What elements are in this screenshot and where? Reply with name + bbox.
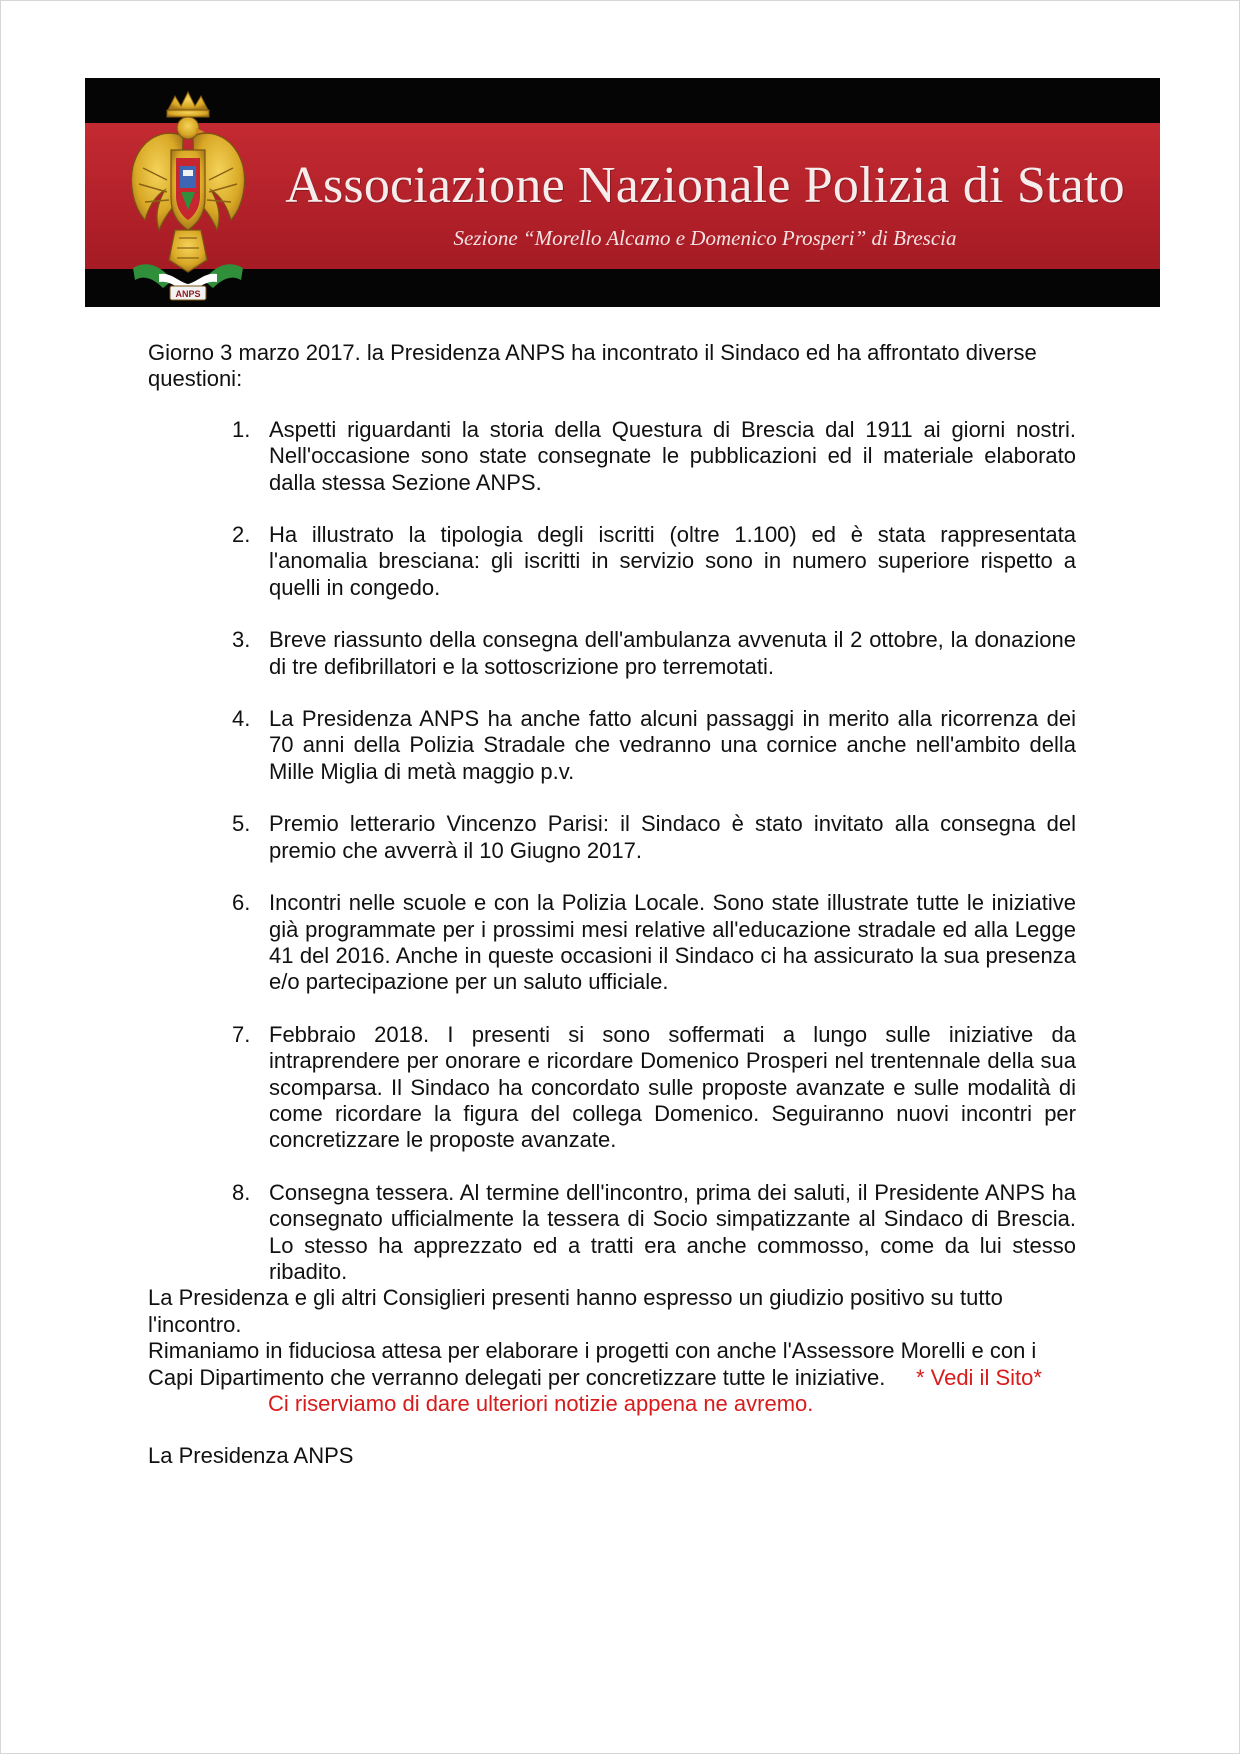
closing-paragraph-waiting (148, 1338, 1076, 1391)
list-item-number: 8. (232, 1179, 251, 1205)
see-website-link[interactable]: * Vedi il Sito* (915, 1364, 1042, 1390)
notice-line (148, 1391, 1076, 1417)
list-item-text: La Presidenza ANPS ha anche fatto alcuni passaggi in merito alla ricorrenza dei 70 anni della Polizia Stradale che vedranno una cornice anche nell'ambito della Mille Miglia di metà maggio p.v. (269, 706, 1076, 784)
document-body (148, 340, 1076, 1470)
banner-subtitle: Sezione “Morello Alcamo e Domenico Prosperi” di Brescia (453, 226, 957, 250)
list-item-text: Aspetti riguardanti la storia della Questura di Brescia dal 1911 ai giorni nostri. Nell'occasione sono state consegnate le pubblicazioni ed il materiale elaborato dalla stessa Sezione ANPS. (269, 416, 1076, 495)
list-item-text: Breve riassunto della consegna dell'ambulanza avvenuta il 2 ottobre, la donazione di tre defibrillatori e la sottoscrizione pro terremotati. (269, 627, 1076, 679)
closing-section (148, 1285, 1076, 1469)
list-item (148, 522, 1076, 601)
header-banner (85, 78, 1160, 307)
intro-paragraph: Giorno 3 marzo 2017. la Presidenza ANPS ha incontrato il Sindaco ed ha affrontato diverse questioni: (148, 340, 1037, 392)
list-item-text: Consegna tessera. Al termine dell'incontro, prima dei saluti, il Presidente ANPS ha consegnato ufficialmente la tessera di Socio simpatizzante al Sindaco di Brescia. Lo stesso ha apprezzato ed a tratti era anche commosso, come da lui stesso ribadito. (269, 1179, 1076, 1284)
list-item-text: Ha illustrato la tipologia degli iscritti (oltre 1.100) ed è stata rappresentata l'anomalia bresciana: gli iscritti in servizio sono in numero superiore rispetto a quelli in congedo. (269, 522, 1076, 600)
list-item (148, 1022, 1076, 1154)
list-item-text: Febbraio 2018. I presenti si sono soffermati a lungo sulle iniziative da intraprendere per onorare e ricordare Domenico Prosperi nel trentennale della sua scomparsa. Il Sindaco ha concordato sulle proposte avanzate e sulle modalità di come ricordare la figura del collega Domenico. Seguiranno nuovi incontri per concretizzare le proposte avanzate. (269, 1021, 1076, 1153)
list-item (148, 627, 1076, 680)
list-item-number: 3. (232, 627, 251, 653)
anps-eagle-emblem-icon (123, 88, 253, 303)
list-item (148, 1180, 1076, 1286)
list-item-text: Incontri nelle scuole e con la Polizia Locale. Sono state illustrate tutte le iniziative già programmate per i prossimi mesi relative all'educazione stradale ed alla Legge 41 del 2016. Anche in queste occasioni il Sindaco ci ha assicurato la sua presenza e/o partecipazione per un saluto ufficiale. (269, 890, 1076, 995)
list-item (148, 890, 1076, 996)
list-item (148, 706, 1076, 785)
closing-paragraph-waiting-text: Rimaniamo in fiduciosa attesa per elaborare i progetti con anche l'Assessore Morelli e con i Capi Dipartimento che verranno delegati per concretizzare tutte le iniziative. (148, 1338, 1037, 1390)
list-item-number: 5. (232, 811, 251, 837)
emblem-anps-text: ANPS (175, 289, 201, 299)
list-item-number: 1. (232, 416, 251, 442)
list-item-number: 7. (232, 1021, 251, 1047)
list-item-number: 2. (232, 522, 251, 548)
banner-title: Associazione Nazionale Polizia di Stato (285, 157, 1125, 214)
further-news-notice: Ci riserviamo di dare ulteriori notizie appena ne avremo. (268, 1391, 814, 1416)
signature: La Presidenza ANPS (148, 1443, 354, 1469)
meeting-points-list (148, 417, 1076, 1286)
list-item-number: 6. (232, 890, 251, 916)
list-item-text: Premio letterario Vincenzo Parisi: il Sindaco è stato invitato alla consegna del premio che avverrà il 10 Giugno 2017. (269, 811, 1076, 863)
list-item-number: 4. (232, 706, 251, 732)
closing-paragraph-positive: La Presidenza e gli altri Consiglieri presenti hanno espresso un giudizio positivo su tutto l'incontro. (148, 1285, 1003, 1337)
list-item (148, 417, 1076, 496)
list-item (148, 811, 1076, 864)
